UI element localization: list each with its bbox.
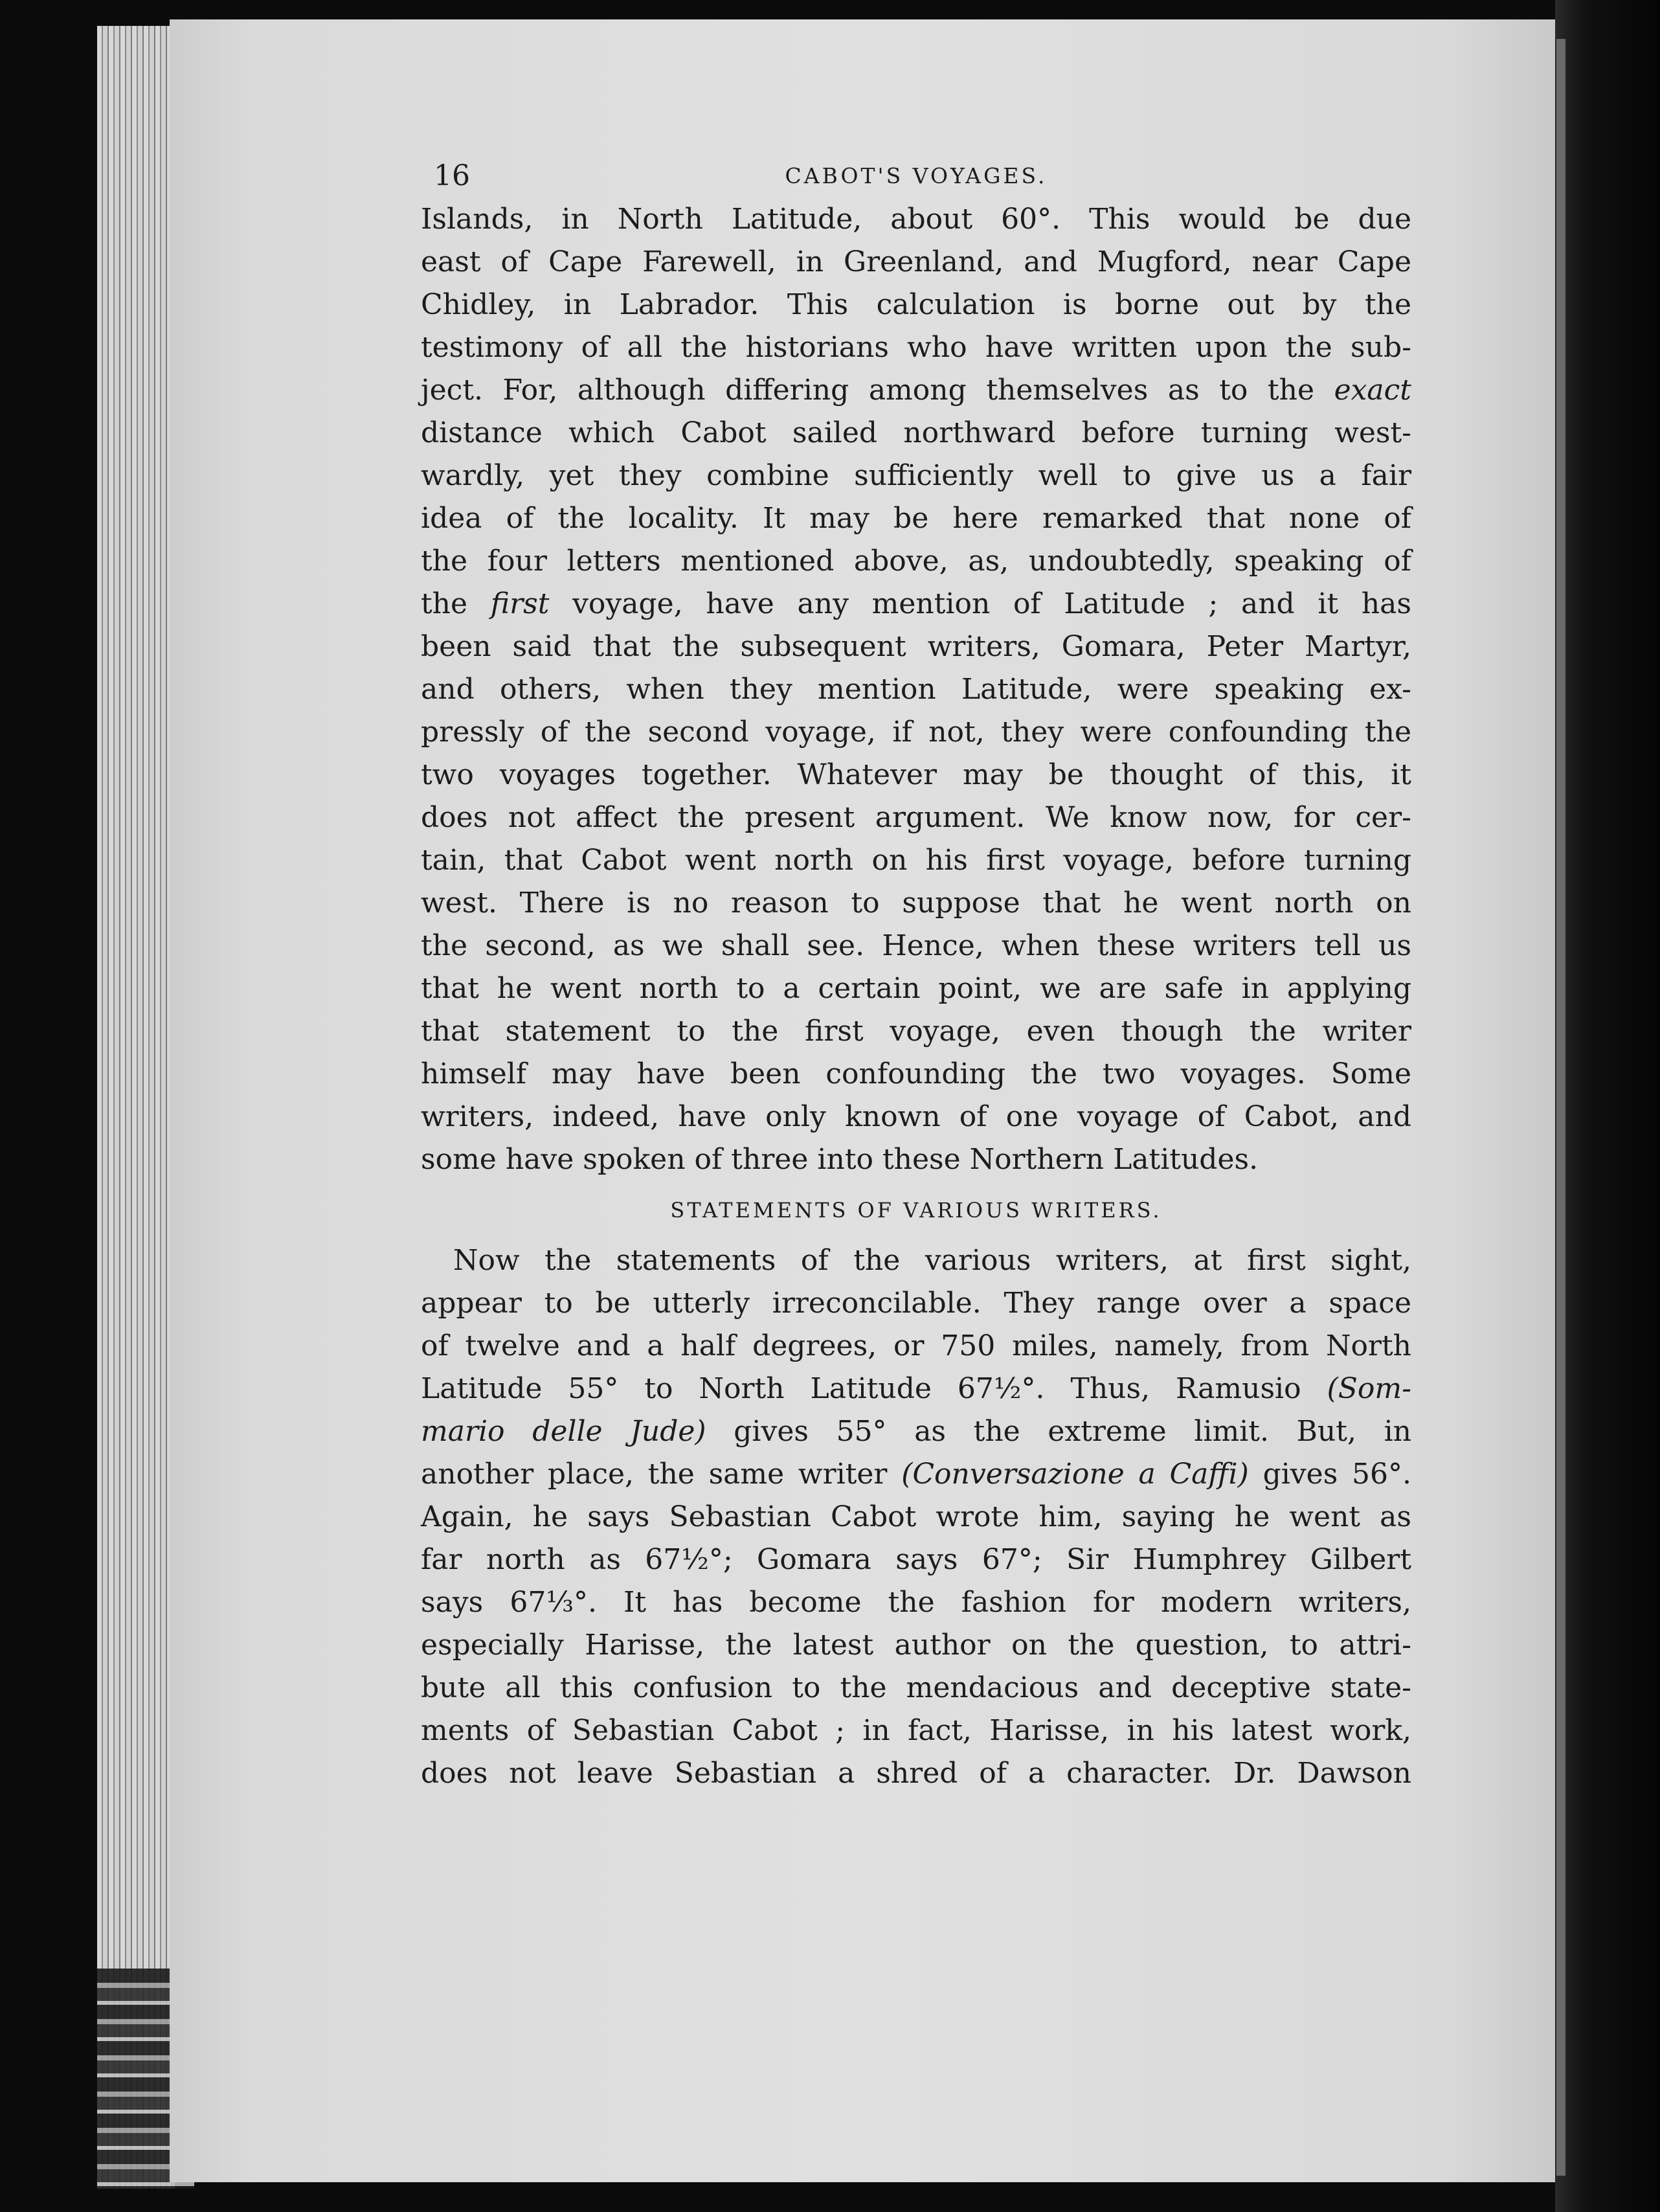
text-line: that statement to the first voyage, even though the writer — [421, 1015, 1411, 1048]
text-line: writers, indeed, have only known of one voyage of Cabot, and — [421, 1100, 1411, 1133]
page-number: 16 — [434, 159, 470, 192]
text-segment: another place, the same writer — [421, 1458, 888, 1491]
text-line — [421, 1453, 1411, 1496]
text-line: does not leave Sebastian a shred of a character. Dr. Dawson — [421, 1757, 1411, 1790]
section-heading: STATEMENTS OF VARIOUS WRITERS. — [670, 1198, 1162, 1223]
italic-word-first: first — [490, 587, 550, 620]
text-line: far north as 67½°; Gomara says 67°; Sir Humphrey Gilbert — [421, 1543, 1411, 1576]
text-line: distance which Cabot sailed northward before turning west- — [421, 416, 1411, 449]
italic-title-conversazione: (Conversazione a Caffi) — [901, 1458, 1249, 1491]
text-line: of twelve and a half degrees, or 750 miles, namely, from North — [421, 1329, 1411, 1362]
text-line: tain, that Cabot went north on his first voyage, before turning — [421, 844, 1411, 877]
text-line: Islands, in North Latitude, about 60°. This would be due — [421, 203, 1411, 236]
text-line: Now the statements of the various writers, at first sight, — [453, 1244, 1411, 1277]
text-line: Chidley, in Labrador. This calculation is borne out by the — [421, 288, 1411, 321]
text-segment: the — [421, 587, 468, 620]
text-segment: Latitude 55° to North Latitude 67½°. Thus, Ramusio — [421, 1372, 1301, 1405]
text-line: east of Cape Farewell, in Greenland, and Mugford, near Cape — [421, 245, 1411, 278]
text-segment: gives 56°. — [1262, 1458, 1412, 1491]
text-line: especially Harisse, the latest author on the question, to attri- — [421, 1629, 1411, 1662]
running-title: CABOT'S VOYAGES. — [785, 163, 1048, 188]
text-line: bute all this confusion to the mendacious and deceptive state- — [421, 1671, 1411, 1704]
text-line: pressly of the second voyage, if not, they were confounding the — [421, 716, 1411, 749]
text-line — [421, 1368, 1411, 1410]
text-segment: gives 55° as the extreme limit. But, in — [734, 1415, 1411, 1448]
book-spine — [1555, 0, 1660, 2212]
text-line: west. There is no reason to suppose that he went north on — [421, 886, 1411, 920]
paragraph-2 — [421, 1239, 1411, 1795]
page-text — [421, 159, 1411, 1795]
text-line: wardly, yet they combine sufficiently well to give us a fair — [421, 459, 1411, 492]
text-line: testimony of all the historians who have written upon the sub- — [421, 331, 1411, 364]
text-line: does not affect the present argument. We know now, for cer- — [421, 801, 1411, 834]
running-head — [421, 159, 1411, 198]
text-line: says 67⅓°. It has become the fashion for modern writers, — [421, 1586, 1411, 1619]
text-segment: ject. For, although differing among themselves as to the — [421, 374, 1314, 407]
text-segment: voyage, have any mention of Latitude ; and it has — [572, 587, 1411, 620]
text-line: appear to be utterly irreconcilable. They range over a space — [421, 1287, 1411, 1320]
text-line: that he went north to a certain point, we are safe in applying — [421, 972, 1411, 1005]
text-line: been said that the subsequent writers, Gomara, Peter Martyr, — [421, 630, 1411, 663]
spine-highlight — [1556, 39, 1565, 2176]
text-line — [421, 369, 1411, 412]
text-line: himself may have been confounding the two voyages. Some — [421, 1057, 1411, 1090]
text-line: ments of Sebastian Cabot ; in fact, Harisse, in his latest work, — [421, 1714, 1411, 1747]
text-line: idea of the locality. It may be here remarked that none of — [421, 502, 1411, 535]
text-line: two voyages together. Whatever may be thought of this, it — [421, 758, 1411, 791]
text-line: the four letters mentioned above, as, undoubtedly, speaking of — [421, 545, 1411, 578]
paragraph-1 — [421, 198, 1411, 1181]
italic-title-sommario-cont: mario delle Jude) — [421, 1415, 706, 1448]
page-edges — [97, 26, 175, 2189]
text-line — [421, 583, 1411, 626]
text-line: some have spoken of three into these Northern Latitudes. — [421, 1143, 1259, 1176]
italic-word-exact: exact — [1334, 374, 1411, 407]
italic-title-sommario: (Som- — [1327, 1372, 1411, 1405]
text-line: the second, as we shall see. Hence, when these writers tell us — [421, 929, 1411, 962]
text-line: Again, he says Sebastian Cabot wrote him, saying he went as — [421, 1500, 1411, 1533]
text-line — [421, 1410, 1411, 1453]
text-line: and others, when they mention Latitude, were speaking ex- — [421, 673, 1411, 706]
